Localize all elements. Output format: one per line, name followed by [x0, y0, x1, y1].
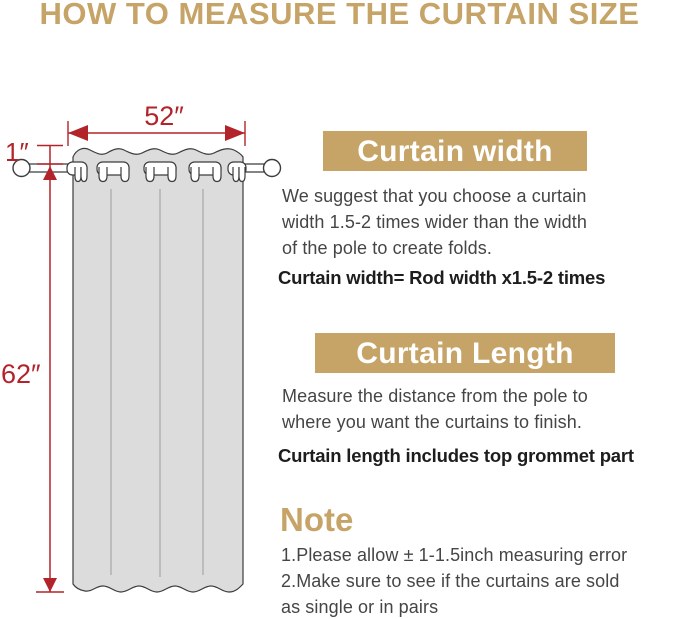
- body-line: We suggest that you choose a curtain: [282, 186, 587, 206]
- page-title: HOW TO MEASURE THE CURTAIN SIZE: [39, 0, 640, 31]
- offset-measure-label: 1″: [5, 137, 29, 167]
- length-measure-label: 62″: [1, 359, 41, 389]
- grommet: [67, 162, 87, 182]
- body-line: where you want the curtains to finish.: [282, 412, 582, 432]
- width-measure-label: 52″: [144, 101, 184, 131]
- arrow-right-icon: [225, 125, 245, 141]
- body-line: of the pole to create folds.: [282, 238, 492, 258]
- curtain-panel: [73, 148, 243, 592]
- curtain-width-heading: Curtain width: [323, 131, 587, 171]
- length-formula: Curtain length includes top grommet part: [278, 445, 634, 466]
- arrow-down-icon: [43, 578, 57, 592]
- arrow-left-icon: [68, 125, 88, 141]
- curtain-length-heading: Curtain Length: [315, 333, 615, 373]
- body-line: width 1.5-2 times wider than the width: [282, 212, 587, 232]
- body-line: Measure the distance from the pole to: [282, 386, 588, 406]
- note-heading: Note: [280, 501, 354, 538]
- width-formula: Curtain width= Rod width x1.5-2 times: [278, 267, 606, 288]
- rod-finial-right: [264, 160, 281, 177]
- note-line: as single or in pairs: [281, 597, 439, 617]
- note-line: 2.Make sure to see if the curtains are sold: [281, 571, 620, 591]
- note-line: 1.Please allow ± 1-1.5inch measuring error: [281, 545, 628, 565]
- curtain-diagram: [0, 0, 310, 619]
